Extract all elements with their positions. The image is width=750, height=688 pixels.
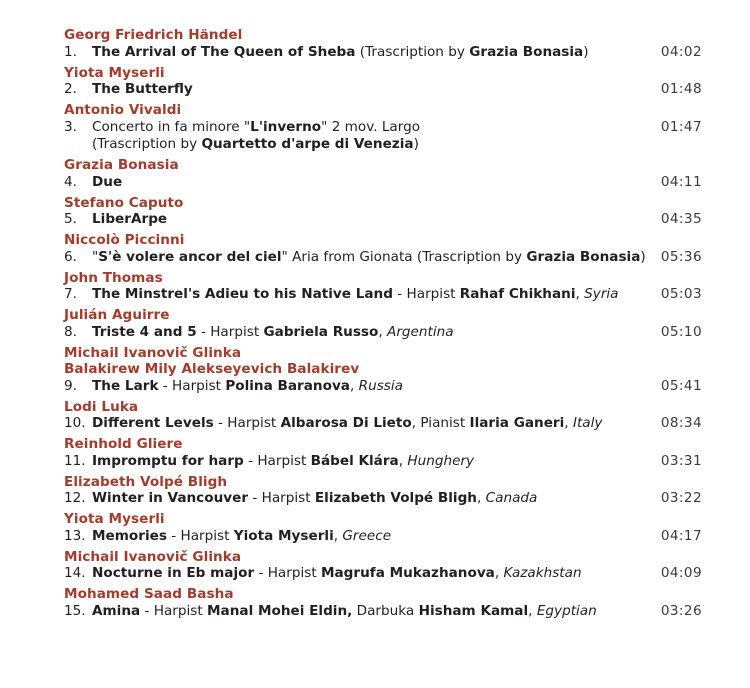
composer-name: Niccolò Piccinni: [64, 232, 185, 248]
track-line: [64, 81, 704, 99]
plain-text: ,: [378, 323, 388, 340]
country-text: Italy: [572, 415, 603, 431]
bold-text: Gabriela Russo: [263, 323, 379, 340]
track-entry: [64, 157, 704, 191]
composer-name: Georg Friedrich Händel: [64, 27, 243, 43]
bold-text: Grazia Bonasia: [526, 248, 641, 265]
track-number: 3.: [64, 118, 77, 135]
bold-text: Winter in Vancouver: [92, 490, 249, 506]
composer-name: Balakirew Mily Alekseyevich Balakirev: [64, 361, 360, 377]
bold-text: Amina: [92, 602, 141, 619]
track-line: [64, 453, 704, 471]
track-line: [64, 211, 704, 229]
track-number: 13.: [64, 527, 86, 544]
track-line: [64, 44, 704, 62]
track-description: [92, 453, 474, 469]
track-description: [92, 378, 403, 394]
track-line: [64, 565, 704, 583]
track-number: 12.: [64, 490, 86, 506]
track-entry: [64, 511, 704, 545]
bold-text: The Butterfly: [92, 81, 193, 97]
bold-text: Ilaria Ganeri: [469, 415, 565, 431]
country-text: Syria: [584, 286, 619, 302]
track-duration: 05:10: [660, 323, 702, 340]
bold-text: Yiota Myserli: [233, 527, 334, 544]
bold-text: The Minstrel's Adieu to his Native Land: [92, 286, 393, 302]
track-description: [92, 603, 597, 619]
composer-name: Reinhold Gliere: [64, 436, 183, 452]
track-number: 4.: [64, 173, 77, 190]
track-line: [64, 286, 704, 304]
plain-text: - Harpist: [158, 377, 226, 394]
track-entry: [64, 436, 704, 470]
bold-text: Nocturne in Eb major: [92, 565, 255, 581]
plain-text: ,: [333, 527, 343, 544]
country-text: Greece: [342, 527, 392, 544]
track-description: [92, 415, 602, 431]
plain-text: ,: [528, 602, 537, 619]
track-description: [92, 324, 454, 340]
track-duration: 03:26: [660, 602, 702, 619]
composer-name: Stefano Caputo: [64, 194, 184, 211]
bold-text: Impromptu for harp: [92, 452, 244, 469]
plain-text: - Harpist: [248, 490, 315, 506]
track-description: [92, 44, 589, 60]
plain-text: Darbuka: [352, 602, 419, 619]
track-entry: [64, 345, 704, 396]
track-number: 10.: [64, 415, 86, 431]
plain-text: ): [583, 43, 589, 60]
plain-text: - Harpist: [243, 452, 311, 469]
track-line: [64, 415, 704, 433]
plain-text: ": [92, 248, 99, 265]
track-number: 6.: [64, 248, 77, 265]
track-duration: 04:09: [660, 565, 702, 581]
track-duration: 05:36: [660, 248, 702, 265]
track-line: [64, 136, 704, 154]
track-line: [64, 119, 704, 137]
track-description: [92, 528, 391, 544]
country-text: Russia: [358, 377, 403, 394]
bold-text: The Arrival of The Queen of Sheba: [92, 43, 356, 60]
track-duration: 04:35: [660, 211, 702, 227]
track-duration: 05:41: [660, 377, 702, 394]
track-duration: 03:22: [660, 490, 702, 506]
bold-text: Polina Baranova: [225, 377, 350, 394]
composer-name: Michail Ivanovič Glinka: [64, 344, 242, 361]
composer-name: Julián Aguirre: [64, 307, 170, 323]
track-line: [64, 490, 704, 508]
composer-name: Lodi Luka: [64, 398, 139, 415]
track-description: [92, 119, 420, 135]
track-entry: [64, 270, 704, 304]
track-duration: 03:31: [660, 452, 702, 469]
bold-text: Rahaf Chikhani: [459, 286, 576, 302]
composer-name: Elizabeth Volpé Bligh: [64, 473, 228, 490]
track-duration: 04:11: [660, 173, 702, 190]
plain-text: (Trascription by: [92, 136, 202, 152]
plain-text: ,: [575, 286, 585, 302]
plain-text: ,: [494, 565, 504, 581]
composer-name: Mohamed Saad Basha: [64, 586, 234, 602]
plain-text: Concerto in fa minore ": [92, 118, 251, 135]
track-description: [92, 136, 419, 152]
track-number: 7.: [64, 286, 77, 302]
bold-text: Magrufa Mukazhanova: [320, 565, 495, 581]
plain-text: - Harpist: [213, 415, 281, 431]
track-description: [92, 81, 193, 97]
plain-text: " Aria from Gionata (Trascription by: [281, 248, 527, 265]
bold-text: Albarosa Di Lieto: [280, 415, 412, 431]
track-number: 15.: [64, 602, 86, 619]
country-text: Egyptian: [536, 602, 597, 619]
composer-name: Michail Ivanovič Glinka: [64, 548, 242, 565]
track-entry: [64, 195, 704, 229]
track-description: [92, 174, 122, 190]
track-number: 11.: [64, 452, 86, 469]
bold-text: Bábel Klára: [310, 452, 399, 469]
track-line: [64, 324, 704, 342]
plain-text: - Harpist: [140, 602, 208, 619]
plain-text: ): [413, 136, 419, 152]
plain-text: ,: [349, 377, 359, 394]
track-entry: [64, 549, 704, 583]
track-number: 14.: [64, 565, 86, 581]
country-text: Argentina: [387, 323, 454, 340]
plain-text: - Harpist: [196, 323, 264, 340]
track-entry: [64, 102, 704, 154]
track-line: [64, 174, 704, 192]
plain-text: ,: [398, 452, 408, 469]
track-entry: [64, 65, 704, 99]
bold-text: Manal Mohei Eldin,: [207, 602, 353, 619]
country-text: Canada: [485, 490, 538, 506]
track-number: 5.: [64, 211, 77, 227]
bold-text: L'inverno: [250, 118, 322, 135]
bold-text: Hisham Kamal: [418, 602, 529, 619]
track-description: [92, 565, 582, 581]
bold-text: Triste 4 and 5: [92, 323, 197, 340]
track-entry: [64, 399, 704, 433]
track-entry: [64, 474, 704, 508]
plain-text: ,: [476, 490, 486, 506]
track-duration: 04:17: [660, 527, 702, 544]
bold-text: Elizabeth Volpé Bligh: [314, 490, 477, 506]
track-line: [64, 249, 704, 267]
composer-name: Yiota Myserli: [64, 511, 165, 527]
bold-text: Quartetto d'arpe di Venezia: [201, 136, 414, 152]
track-duration: 01:47: [660, 118, 702, 135]
country-text: Kazakhstan: [503, 565, 582, 581]
track-number: 8.: [64, 323, 77, 340]
plain-text: ,: [564, 415, 573, 431]
plain-text: ): [640, 248, 646, 265]
composer-name: Antonio Vivaldi: [64, 102, 182, 118]
track-description: [92, 490, 537, 506]
track-duration: 04:02: [660, 43, 702, 60]
track-line: [64, 603, 704, 621]
track-line: [64, 378, 704, 396]
track-entry: [64, 232, 704, 266]
track-entry: [64, 586, 704, 620]
plain-text: " 2 mov. Largo: [321, 118, 421, 135]
bold-text: LiberArpe: [92, 211, 168, 227]
bold-text: Grazia Bonasia: [469, 43, 584, 60]
country-text: Hunghery: [407, 452, 475, 469]
plain-text: - Harpist: [392, 286, 460, 302]
track-description: [92, 249, 646, 265]
bold-text: Due: [92, 173, 123, 190]
bold-text: Different Levels: [92, 415, 214, 431]
bold-text: Memories: [92, 527, 167, 544]
composer-name: Grazia Bonasia: [64, 157, 179, 173]
track-number: 9.: [64, 377, 77, 394]
track-duration: 05:03: [660, 286, 702, 302]
composer-name: Yiota Myserli: [64, 64, 165, 81]
track-list: [64, 27, 704, 620]
plain-text: (Trascription by: [355, 43, 470, 60]
track-number: 2.: [64, 81, 77, 97]
bold-text: S'è volere ancor del ciel: [98, 248, 282, 265]
composer-name: John Thomas: [64, 269, 163, 286]
track-number: 1.: [64, 43, 77, 60]
bold-text: The Lark: [92, 377, 159, 394]
track-entry: [64, 307, 704, 341]
plain-text: , Pianist: [411, 415, 470, 431]
track-description: [92, 286, 619, 302]
track-duration: 01:48: [660, 81, 702, 97]
track-description: [92, 211, 167, 227]
track-line: [64, 528, 704, 546]
plain-text: - Harpist: [166, 527, 234, 544]
plain-text: - Harpist: [254, 565, 321, 581]
track-duration: 08:34: [660, 415, 702, 431]
track-entry: [64, 27, 704, 61]
